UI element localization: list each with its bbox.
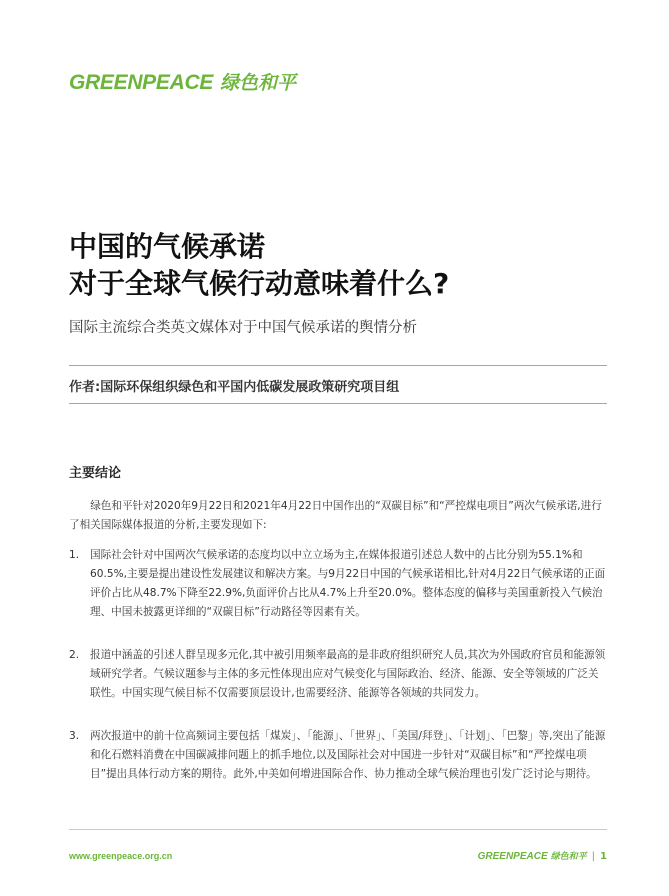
intro-paragraph: 绿色和平针对2020年9月22日和2021年4月22日中国作出的“双碳目标”和“严控煤电项目”两次气候承诺,进行了相关国际媒体报道的分析,主要发现如下: <box>69 500 602 531</box>
findings-list <box>69 546 609 808</box>
footer-divider <box>69 829 607 830</box>
footer-branding <box>478 849 607 862</box>
section-heading: 主要结论 <box>69 466 122 481</box>
finding-item <box>69 546 609 622</box>
finding-item <box>69 727 609 784</box>
finding-number: 3. <box>69 730 80 742</box>
document-subtitle: 国际主流综合类英文媒体对于中国气候承诺的舆情分析 <box>69 320 417 336</box>
finding-number: 1. <box>69 549 80 561</box>
greenpeace-logo <box>69 68 296 95</box>
title-line-2: 对于全球气候行动意味着什么? <box>69 267 450 300</box>
document-title <box>69 228 629 302</box>
author-line: 作者:国际环保组织绿色和平国内低碳发展政策研究项目组 <box>69 380 400 395</box>
footer-logo-cn: 绿色和平 <box>550 852 587 862</box>
finding-text: 报道中涵盖的引述人群呈现多元化,其中被引用频率最高的是非政府组织研究人员,其次为外国政府官员和能源领域研究学者。气候议题参与主体的多元性体现出应对气候变化与国际政治、经济、能源、安全等领域的广泛关联性。中国实现气候目标不仅需要顶层设计,也需要经济、能源等各领域的共同发力。 <box>90 649 606 699</box>
logo-wordmark-cn: 绿色和平 <box>220 72 297 94</box>
finding-item <box>69 646 609 703</box>
divider-bottom <box>69 403 607 404</box>
title-line-1: 中国的气候承诺 <box>69 230 266 263</box>
finding-text: 国际社会针对中国两次气候承诺的态度均以中立立场为主,在媒体报道引述总人数中的占比分别为55.1%和60.5%,主要是提出建设性发展建议和解决方案。与9月22日中国的气候承诺相比,针对4月22日气候承诺的正面评价占比从48.7%下降至22.9%,负面评价占比从4.7%上升至20.0%。整体态度的偏移与美国重新投入气候治理、中国未披露更详细的“双碳目标”行动路径等因素有关。 <box>90 549 606 618</box>
divider-top <box>69 365 607 366</box>
finding-text: 两次报道中的前十位高频词主要包括「煤炭」、「能源」、「世界」、「美国/拜登」、「计划」、「巴黎」等,突出了能源和化石燃料消费在中国碳减排问题上的抓手地位,以及国际社会对中国进一步针对“双碳目标”和“严控煤电项目”提出具体行动方案的期待。此外,中美如何增进国际合作、协力推动全球气候治理也引发广泛讨论与期待。 <box>90 730 606 780</box>
footer-website-link[interactable]: www.greenpeace.org.cn <box>69 851 173 861</box>
logo-wordmark-en: GREENPEACE <box>69 71 214 94</box>
footer-separator: | <box>591 851 596 862</box>
finding-number: 2. <box>69 649 80 661</box>
page-number: 1 <box>600 851 607 862</box>
footer-logo-en: GREENPEACE <box>477 851 548 862</box>
